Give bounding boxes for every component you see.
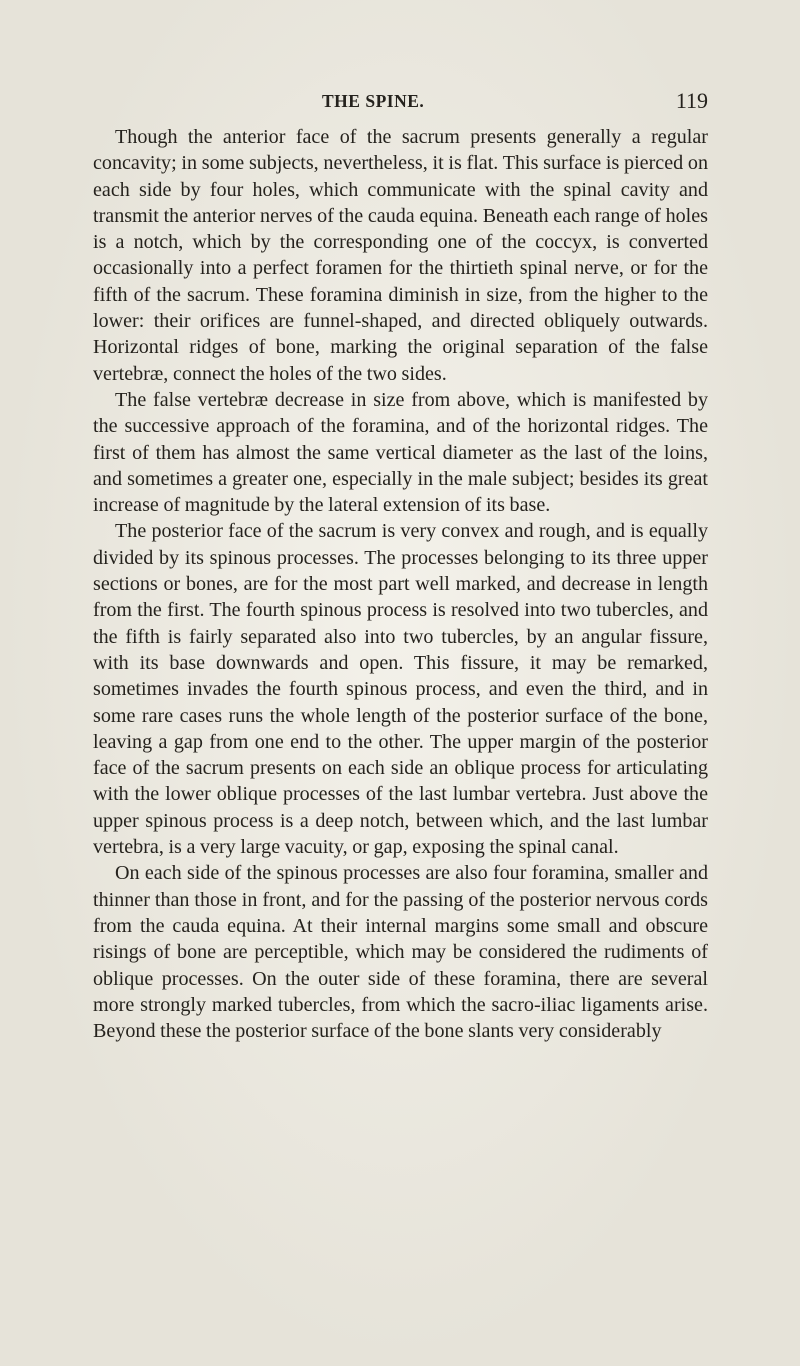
page-header [93, 88, 708, 116]
paragraph-1: Though the anterior face of the sacrum presents generally a regular concavity; in some subjects, nevertheless, it is flat. This surface is pierced on each side by four holes, which communicate with the spinal cavity and transmit the anterior nerves of the cauda equina. Beneath each range of holes is a notch, which by the corresponding one of the coccyx, is converted occasionally into a perfect foramen for the thirtieth spinal nerve, or for the fifth of the sacrum. These foramina diminish in size, from the higher to the lower: their orifices are funnel-shaped, and directed obliquely outwards. Horizontal ridges of bone, marking the original separation of the false vertebræ, connect the holes of the two sides. [93, 126, 708, 385]
paragraph-3: The posterior face of the sacrum is very convex and rough, and is equally divided by its spinous processes. The processes belonging to its three upper sections or bones, are for the most part well marked, and decrease in length from the first. The fourth spinous process is resolved into two tubercles, and the fifth is fairly separated also into two tubercles, by an angular fissure, with its base downwards and open. This fissure, it may be remarked, sometimes invades the fourth spinous process, and even the third, and in some rare cases runs the whole length of the posterior surface of the bone, leaving a gap from one end to the other. The upper margin of the posterior face of the sacrum presents on each side an oblique process for articulating with the lower oblique processes of the last lumbar vertebra. Just above the upper spinous process is a deep notch, between which, and the last lumbar vertebra, is a very large vacuity, or gap, exposing the spinal canal. [93, 520, 708, 859]
paragraph-4: On each side of the spinous processes are also four foramina, smaller and thinner than those in front, and for the passing of the posterior nervous cords from the cauda equina. At their internal margins some small and obscure risings of bone are perceptible, which may be considered the rudiments of oblique processes. On the outer side of these foramina, there are several more strongly marked tubercles, from which the sacro-iliac ligaments arise. Beyond these the posterior surface of the bone slants very considerably [93, 862, 708, 1043]
running-head: THE SPINE. [322, 91, 425, 111]
body-text [93, 124, 708, 1044]
paragraph-2: The false vertebræ decrease in size from above, which is manifested by the successive approach of the foramina, and of the horizontal ridges. The first of them has almost the same vertical diameter as the last of the loins, and sometimes a greater one, especially in the male subject; besides its great increase of magnitude by the lateral extension of its base. [93, 388, 708, 517]
page-number: 119 [675, 88, 708, 113]
